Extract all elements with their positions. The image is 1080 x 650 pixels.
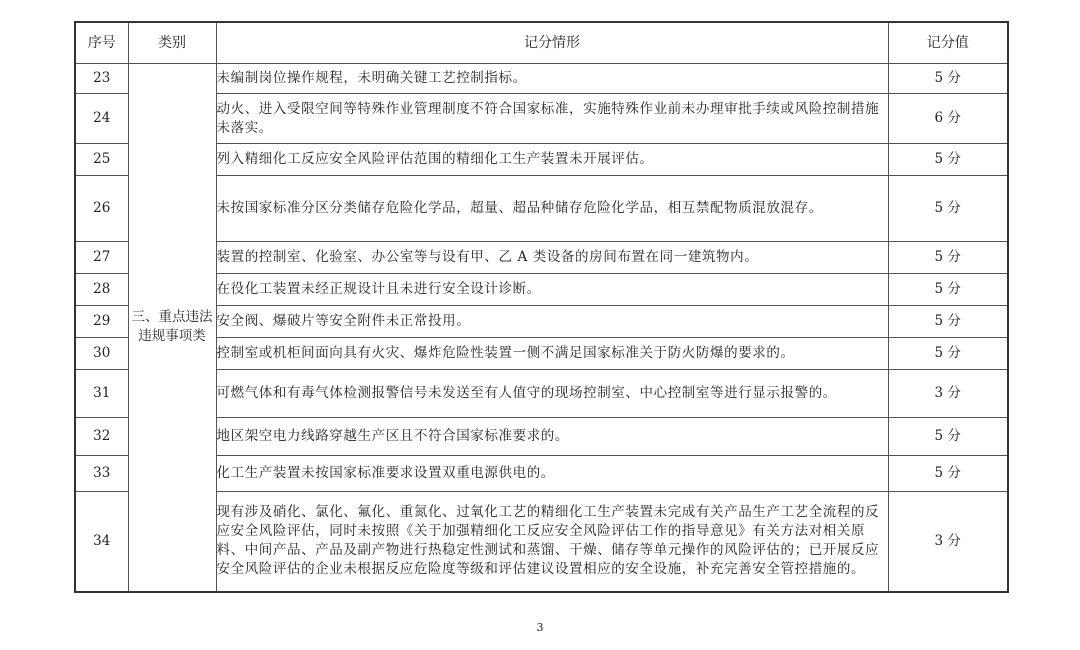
row-description: 列入精细化工反应安全风险评估范围的精细化工生产装置未开展评估。 [216,144,888,176]
category-cell: 三、重点违法违规事项类 [128,64,216,592]
row-score: 5 分 [888,242,1008,274]
row-number: 24 [75,94,128,144]
header-category: 类别 [128,22,216,64]
row-description: 在役化工装置未经正规设计且未进行安全设计诊断。 [216,274,888,306]
table-row [75,64,1008,94]
row-description: 现有涉及硝化、氯化、氟化、重氮化、过氧化工艺的精细化工生产装置未完成有关产品生产工艺全流程的反应安全风险评估，同时未按照《关于加强精细化工反应安全风险评估工作的指导意见》有关方法对相关原料、中间产品、产品及副产物进行热稳定性测试和蒸馏、干燥、储存等单元操作的风险评估的；已开展反应安全风险评估的企业未根据反应危险度等级和评估建议设置相应的安全设施，补充完善安全管控措施的。 [216,492,888,592]
row-number: 25 [75,144,128,176]
row-description: 装置的控制室、化验室、办公室等与设有甲、乙 A 类设备的房间布置在同一建筑物内。 [216,242,888,274]
row-score: 5 分 [888,456,1008,492]
row-description: 未编制岗位操作规程，未明确关键工艺控制指标。 [216,64,888,94]
row-description: 控制室或机柜间面向具有火灾、爆炸危险性装置一侧不满足国家标准关于防火防爆的要求的。 [216,338,888,370]
row-description: 未按国家标准分区分类储存危险化学品，超量、超品种储存危险化学品，相互禁配物质混放混存。 [216,176,888,242]
row-score: 3 分 [888,492,1008,592]
row-score: 5 分 [888,274,1008,306]
row-description: 化工生产装置未按国家标准要求设置双重电源供电的。 [216,456,888,492]
row-number: 34 [75,492,128,592]
row-number: 29 [75,306,128,338]
row-score: 3 分 [888,370,1008,418]
row-description: 安全阀、爆破片等安全附件未正常投用。 [216,306,888,338]
header-situation: 记分情形 [216,22,888,64]
page-number: 3 [536,621,544,634]
row-number: 28 [75,274,128,306]
row-score: 5 分 [888,338,1008,370]
row-number: 31 [75,370,128,418]
row-number: 33 [75,456,128,492]
row-number: 27 [75,242,128,274]
scoring-table [74,21,1009,593]
row-description: 可燃气体和有毒气体检测报警信号未发送至有人值守的现场控制室、中心控制室等进行显示报警的。 [216,370,888,418]
row-description: 地区架空电力线路穿越生产区且不符合国家标准要求的。 [216,418,888,456]
header-score: 记分值 [888,22,1008,64]
row-score: 5 分 [888,176,1008,242]
row-description: 动火、进入受限空间等特殊作业管理制度不符合国家标准，实施特殊作业前未办理审批手续或风险控制措施未落实。 [216,94,888,144]
row-score: 5 分 [888,418,1008,456]
row-score: 5 分 [888,306,1008,338]
row-score: 6 分 [888,94,1008,144]
row-number: 23 [75,64,128,94]
table-header-row [75,22,1008,64]
row-score: 5 分 [888,64,1008,94]
row-number: 32 [75,418,128,456]
row-number: 26 [75,176,128,242]
row-number: 30 [75,338,128,370]
header-no: 序号 [75,22,128,64]
row-score: 5 分 [888,144,1008,176]
